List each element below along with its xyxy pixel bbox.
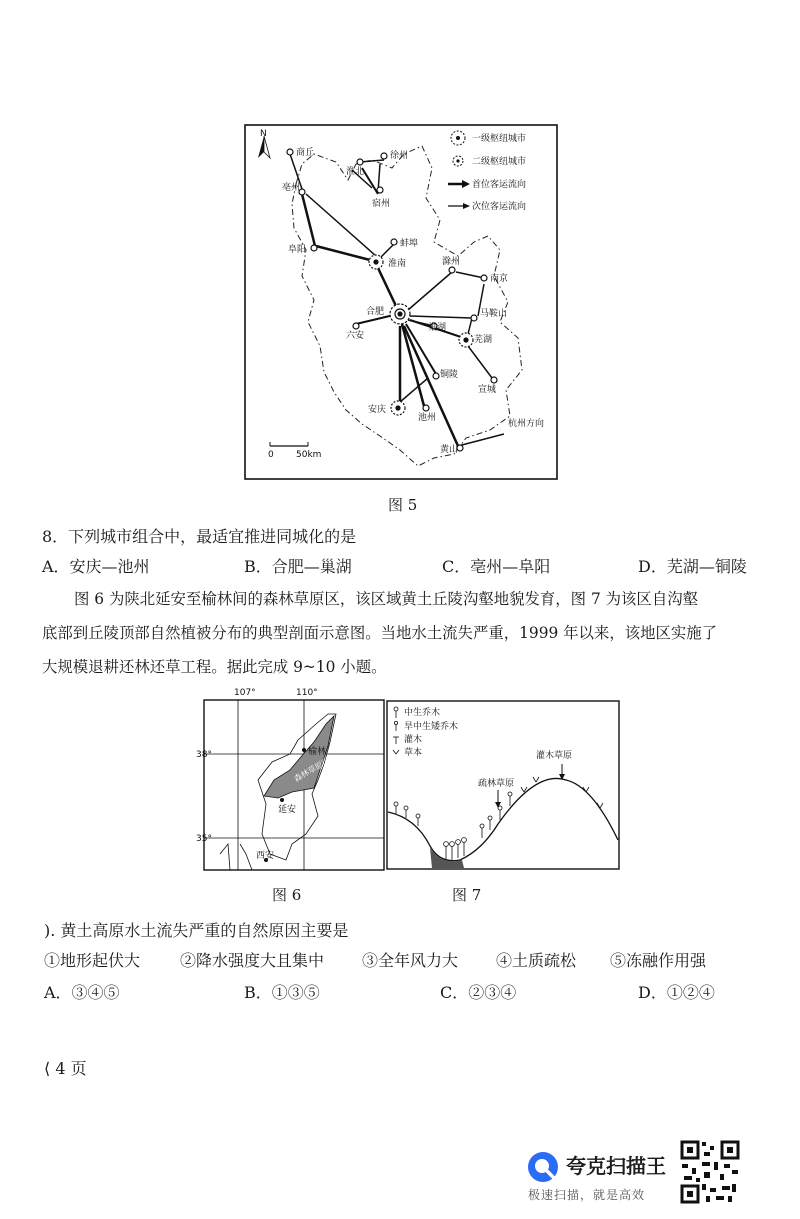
label-sparse-forest-steppe: 疏林草原: [478, 779, 515, 789]
city-xian: 西安: [256, 851, 275, 861]
city-xuancheng: 宣城: [478, 385, 497, 395]
north-label: N: [260, 129, 267, 139]
city-liuan: 六安: [346, 331, 365, 341]
label-shrub-steppe: 灌木草原: [536, 751, 573, 761]
city-yulin: 榆林: [308, 747, 327, 757]
q8-option-b: B．合肥—巢湖: [244, 557, 352, 576]
legend-secondary-flow: 次位客运流向: [472, 202, 527, 212]
legend-primary-flow: 首位客运流向: [472, 180, 527, 190]
passage-line-1: 图 6 为陕北延安至榆林间的森林草原区，该区域黄土丘陵沟壑地貌发育，图 7 为该区自沟壑: [74, 590, 698, 608]
q9-factor-2: ②降水强度大且集中: [180, 951, 325, 970]
legend-level2: 二级枢纽城市: [472, 157, 527, 167]
q9-factor-3: ③全年风力大: [362, 951, 459, 970]
q8-option-d: D．芜湖—铜陵: [638, 557, 747, 576]
city-chizhou: 池州: [418, 413, 437, 423]
passage-line-3: 大规模退耕还林还草工程。据此完成 9~10 小题。: [42, 658, 387, 676]
brand-slogan: 极速扫描，就是高效: [528, 1188, 646, 1202]
figure-6-caption: 图 6: [272, 886, 302, 904]
city-anqing: 安庆: [368, 405, 387, 415]
figure-6-map: [196, 684, 386, 874]
city-suzhou: 宿州: [372, 199, 391, 209]
city-wuhu: 芜湖: [474, 335, 493, 345]
passage-line-2: 底部到丘陵顶部自然植被分布的典型剖面示意图。当地水土流失严重，1999 年以来，该地区实施了: [42, 624, 718, 642]
page-number: ⟨ 4 页: [44, 1059, 87, 1078]
city-bozhou: 亳州: [282, 183, 301, 193]
city-fuyang: 阜阳: [288, 245, 307, 255]
brand-name: 夸克扫描王: [566, 1154, 666, 1178]
region-label: 森林草原区: [292, 755, 332, 784]
figure-5-map: [244, 124, 558, 480]
city-maanshan: 马鞍山: [480, 309, 508, 319]
quark-logo-icon: [526, 1150, 560, 1184]
q9-option-c: C．②③④: [440, 983, 517, 1002]
lon-107: 107°: [234, 688, 256, 698]
scale-label: 50km: [296, 450, 322, 460]
q8-option-c: C．亳州—阜阳: [442, 557, 551, 576]
figure-7-profile: [386, 700, 620, 872]
city-tongling: 铜陵: [440, 370, 459, 380]
legend-herb: 草本: [404, 748, 423, 758]
legend-mesic-tree: 中生乔木: [404, 708, 441, 718]
q9-factor-1: ①地形起伏大: [44, 951, 141, 970]
city-bengbu: 蚌埠: [400, 239, 419, 249]
scale-zero: 0: [268, 450, 274, 460]
q9-factor-4: ④土质疏松: [496, 951, 577, 970]
q9-option-b: B．①③⑤: [244, 983, 320, 1002]
city-shangqiu: 商丘: [296, 148, 315, 158]
q9-option-d: D．①②④: [638, 983, 715, 1002]
city-xuzhou: 徐州: [390, 151, 409, 161]
lat-35: 35°: [196, 834, 212, 844]
figure-5-caption: 图 5: [388, 496, 418, 514]
city-huainan: 淮南: [388, 259, 407, 269]
city-hangzhou-direction: 杭州方向: [508, 419, 545, 429]
q9-factor-5: ⑤冻融作用强: [610, 951, 707, 970]
q9-stem: ). 黄土高原水土流失严重的自然原因主要是: [44, 921, 349, 940]
q8-option-a: A．安庆—池州: [42, 557, 150, 576]
scanner-watermark: [526, 1140, 796, 1210]
q9-option-a: A．③④⑤: [44, 983, 120, 1002]
figure-7-caption: 图 7: [452, 886, 482, 904]
city-huangshan: 黄山: [440, 445, 459, 455]
city-chuzhou: 滁州: [442, 257, 461, 267]
legend-dwarf-tree: 旱中生矮乔木: [404, 722, 459, 732]
city-nanjing: 南京: [490, 274, 509, 284]
city-huaibei: 淮北: [346, 167, 365, 177]
city-chaohu: 巢湖: [428, 323, 447, 333]
city-hefei: 合肥: [366, 307, 385, 317]
q8-stem: 8．下列城市组合中，最适宜推进同城化的是: [42, 527, 357, 546]
legend-shrub: 灌木: [404, 735, 423, 745]
legend-level1: 一级枢纽城市: [472, 134, 527, 144]
lon-110: 110°: [296, 688, 318, 698]
city-yanan: 延安: [278, 805, 297, 815]
lat-38: 38°: [196, 750, 212, 760]
qr-code-icon: [680, 1140, 740, 1204]
